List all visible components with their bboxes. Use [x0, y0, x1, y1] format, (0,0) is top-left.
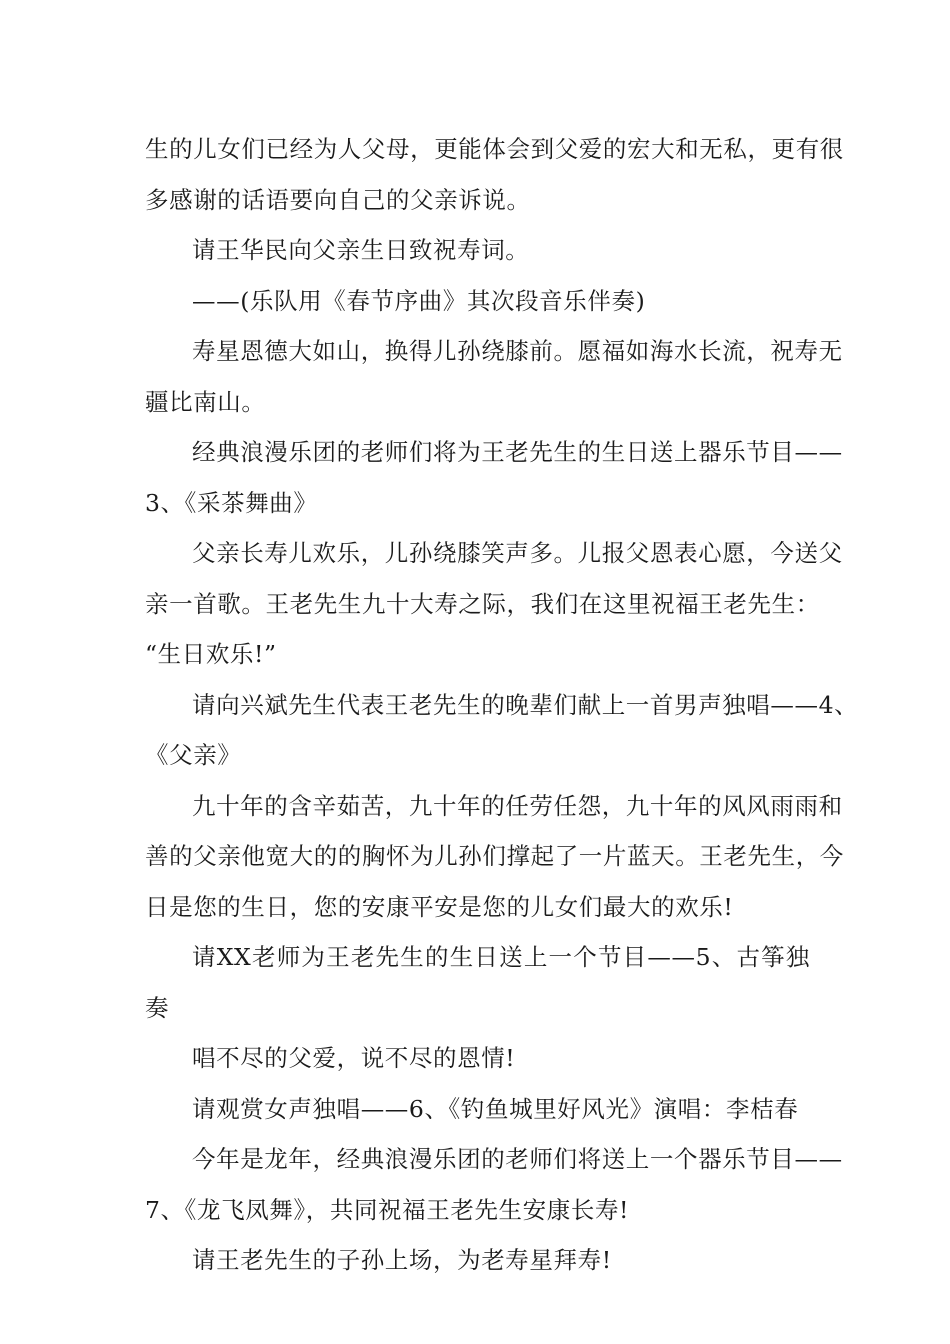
text-line: 7、《龙飞凤舞》，共同祝福王老先生安康长寿! [145, 1195, 630, 1224]
text-line: 寿星恩德大如山，换得儿孙绕膝前。愿福如海水长流，祝寿无 [192, 337, 843, 365]
paragraph-13 [145, 1235, 810, 1286]
document-body [145, 124, 859, 1286]
text-line: 多感谢的话语要向自己的父亲诉说。 [145, 185, 531, 214]
paragraph-8 [145, 781, 844, 933]
text-line: 九十年的含辛茹苦，九十年的任劳任怨，九十年的风风雨雨和 [192, 791, 843, 820]
text-line: 今年是龙年，经典浪漫乐团的老师们将送上一个器乐节目—— [192, 1145, 843, 1173]
text-line: 疆比南山。 [145, 387, 266, 416]
text-line: 父亲长寿儿欢乐，儿孙绕膝笑声多。儿报父恩表心愿，今送父 [192, 539, 843, 567]
text-line: 经典浪漫乐团的老师们将为王老先生的生日送上器乐节目—— [192, 438, 843, 466]
paragraph-4 [145, 326, 843, 427]
text-line: 请向兴斌先生代表王老先生的晚辈们献上一首男声独唱——4、 [192, 690, 859, 719]
text-line: 善的父亲他宽大的的胸怀为儿孙们撑起了一片蓝天。王老先生，今 [145, 842, 844, 870]
paragraph-5 [145, 427, 843, 528]
text-line: 请XX老师为王老先生的生日送上一个节目——5、古筝独奏 [145, 943, 810, 1022]
paragraph-3 [145, 276, 810, 327]
text-line: 亲一首歌。王老先生九十大寿之际，我们在这里祝福王老先生： [145, 589, 820, 618]
text-line: 唱不尽的父爱，说不尽的恩情! [192, 1044, 516, 1072]
paragraph-7 [145, 680, 859, 781]
paragraph-12 [145, 1134, 843, 1235]
paragraph-11 [145, 1084, 810, 1135]
paragraph-9 [145, 932, 810, 1033]
text-line: 《父亲》 [145, 741, 242, 769]
text-line: ——(乐队用《春节序曲》其次段音乐伴奏) [192, 286, 646, 315]
paragraph-2 [145, 225, 810, 276]
text-line: 请王华民向父亲生日致祝寿词。 [192, 236, 530, 264]
text-line: 日是您的生日，您的安康平安是您的儿女们最大的欢乐! [145, 892, 734, 921]
paragraph-6 [145, 528, 843, 680]
text-line: “生日欢乐!” [145, 640, 277, 668]
text-line: 请王老先生的子孙上场，为老寿星拜寿! [192, 1246, 612, 1274]
text-line: 请观赏女声独唱——6、《钓鱼城里好风光》演唱：李桔春 [192, 1094, 799, 1123]
text-line: 3、《采茶舞曲》 [145, 488, 318, 517]
paragraph-1 [145, 124, 844, 225]
paragraph-10 [145, 1033, 810, 1084]
text-line: 生的儿女们已经为人父母，更能体会到父爱的宏大和无私，更有很 [145, 135, 844, 163]
